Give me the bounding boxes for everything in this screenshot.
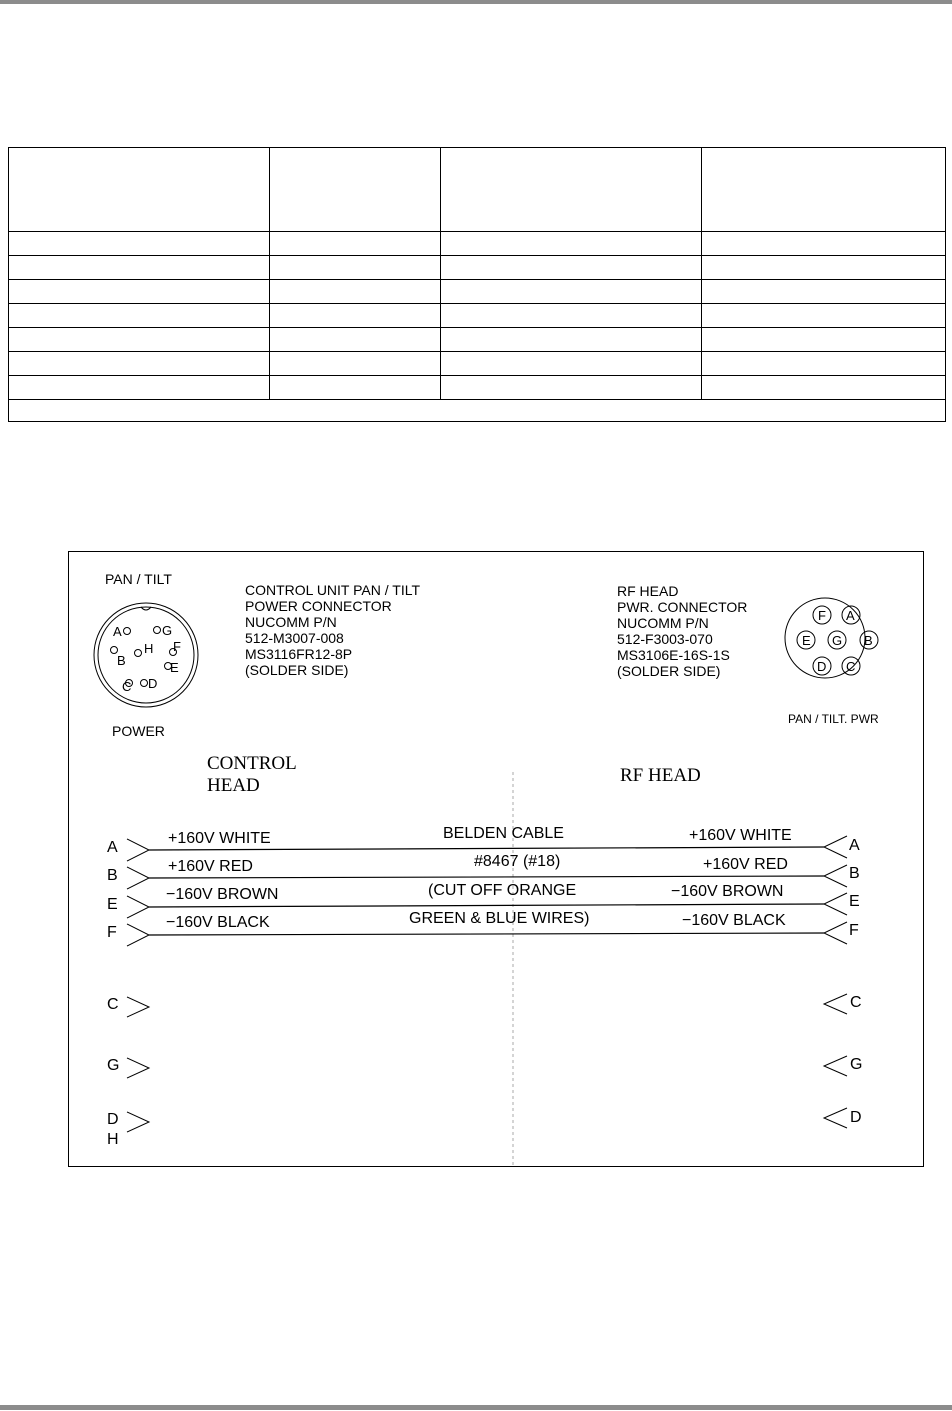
top-rule [0, 0, 952, 4]
right-pin-f-label: F [818, 608, 826, 623]
left-unused-pin-d: D [107, 1111, 119, 1128]
right-pin-c-label: C [846, 659, 856, 674]
wire-b [149, 876, 824, 878]
rf-head-heading: RF HEAD [620, 765, 701, 786]
left-wire-label-f: −160V BLACK [166, 914, 270, 931]
right-unused-pin-c: C [850, 994, 862, 1011]
left-wire-pin-f: F [107, 924, 117, 941]
right-unused-pin-g: G [850, 1056, 863, 1073]
left-pin-e-label: E [170, 660, 179, 675]
table-row [9, 328, 946, 352]
right-wire-label-b: +160V RED [703, 856, 788, 873]
power-label: POWER [112, 723, 165, 739]
table-row [9, 304, 946, 328]
table-row [9, 280, 946, 304]
right-pin-d-label: D [817, 659, 827, 674]
left-extra-pin-h: H [107, 1131, 119, 1148]
table-row [9, 376, 946, 400]
left-unused-pin-c: C [107, 996, 119, 1013]
left-pin-c-label: C [122, 679, 132, 694]
left-wire-pin-b: B [107, 867, 118, 884]
left-pin-d-label: D [148, 676, 158, 691]
right-unused-pin-d: D [850, 1109, 862, 1126]
pan-tilt-pwr-label: PAN / TILT. PWR [788, 712, 879, 726]
right-wire-label-a: +160V WHITE [689, 827, 792, 844]
left-pin-h-label: H [144, 641, 154, 656]
right-wire-pin-e: E [849, 893, 860, 910]
left-wire-label-b: +160V RED [168, 858, 253, 875]
left-wire-pin-a: A [107, 839, 118, 856]
cable-line-2: #8467 (#18) [474, 853, 561, 870]
left-wire-label-a: +160V WHITE [168, 830, 271, 847]
left-connector-info: CONTROL UNIT PAN / TILT POWER CONNECTOR NUCOMM P/N 512-M3007-008 MS3116FR12-8P (SOLDER SIDE) [245, 582, 421, 678]
left-wire-pin-e: E [107, 896, 118, 913]
right-wire-label-f: −160V BLACK [682, 912, 786, 929]
left-unused-pin-g: G [107, 1057, 120, 1074]
table-row [9, 232, 946, 256]
left-pin-f-label: F [173, 639, 181, 654]
table-row [9, 256, 946, 280]
cable-line-3: (CUT OFF ORANGE [428, 882, 577, 899]
pan-tilt-label: PAN / TILT [105, 571, 172, 587]
table-footer-row [9, 400, 946, 422]
right-wire-label-e: −160V BROWN [671, 883, 784, 900]
left-pin-b-label: B [117, 653, 126, 668]
right-wire-pin-a: A [849, 837, 860, 854]
cable-line-4: GREEN & BLUE WIRES) [409, 910, 590, 927]
table-row [9, 352, 946, 376]
left-arrows [127, 839, 149, 1132]
table-header-row [9, 148, 946, 232]
right-pin-a-label: A [846, 608, 855, 623]
wiring-diagram [68, 551, 924, 1167]
bottom-rule [0, 1405, 952, 1410]
left-pin-a-label: A [113, 624, 122, 639]
left-pin-g-label: G [162, 623, 173, 638]
right-wire-pin-b: B [849, 865, 860, 882]
control-head-heading: CONTROL HEAD [207, 753, 297, 796]
right-connector-info: RF HEAD PWR. CONNECTOR NUCOMM P/N 512-F3003-070 MS3106E-16S-1S (SOLDER SIDE) [617, 583, 748, 679]
left-wire-label-e: −160V BROWN [166, 886, 279, 903]
spec-table [8, 147, 946, 422]
right-pin-e-label: E [802, 633, 811, 648]
right-pin-g-label: G [832, 633, 843, 648]
wire-e [149, 904, 824, 907]
right-arrows [824, 836, 847, 1128]
right-pin-b-label: B [864, 633, 873, 648]
cable-line-1: BELDEN CABLE [443, 825, 564, 842]
right-wire-pin-f: F [849, 922, 859, 939]
wire-a [149, 847, 824, 850]
wire-f [149, 933, 824, 935]
